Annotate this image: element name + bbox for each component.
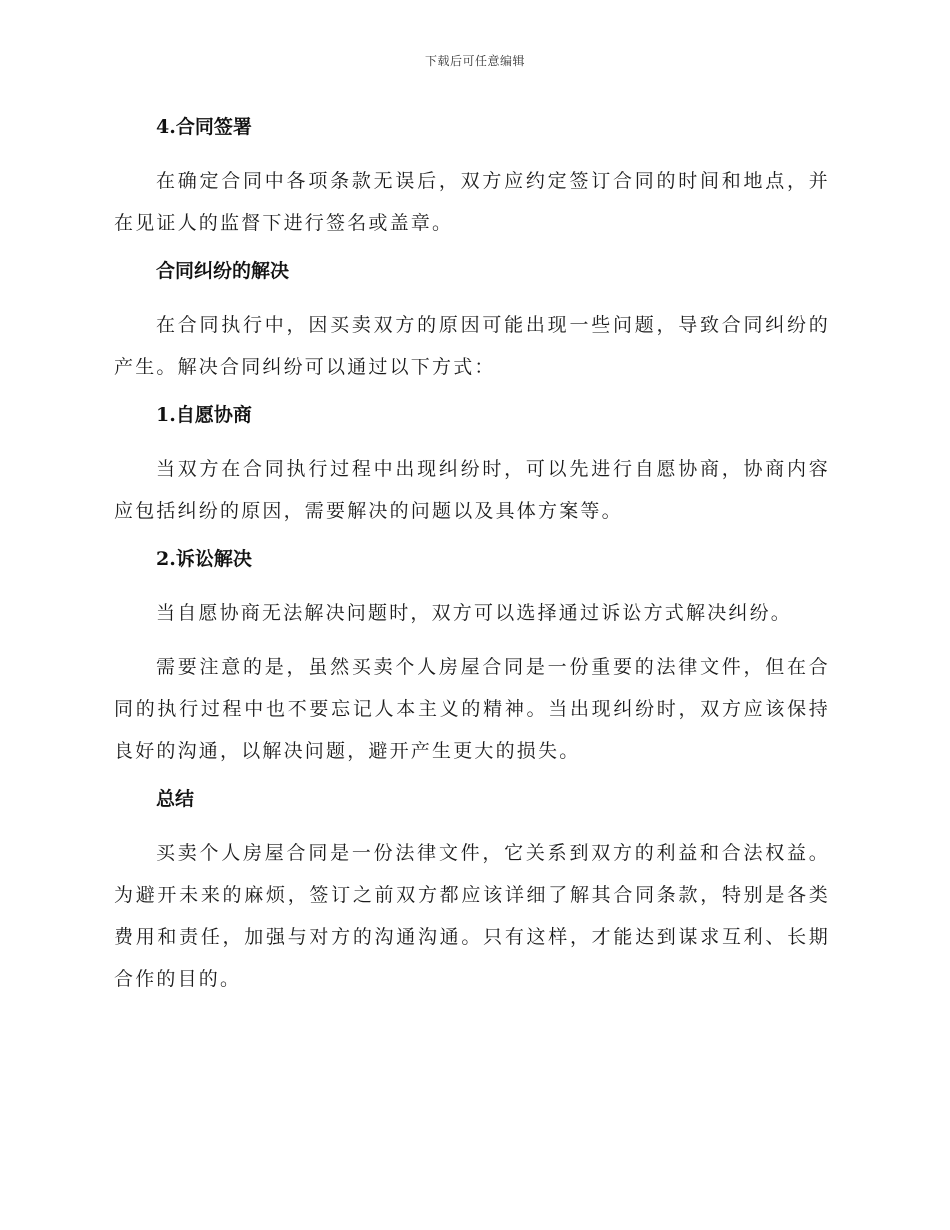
paragraph-voluntary-negotiation: 当双方在合同执行过程中出现纠纷时，可以先进行自愿协商，协商内容应包括纠纷的原因，需要解决的问题以及具体方案等。 — [114, 458, 830, 522]
paragraph-litigation: 当自愿协商无法解决问题时，双方可以选择通过诉讼方式解决纠纷。 — [156, 602, 793, 624]
section-heading-dispute-resolution: 合同纠纷的解决 — [156, 260, 290, 282]
section-heading-contract-signing: 4.合同签署 — [156, 116, 252, 138]
section-heading-summary: 总结 — [156, 788, 195, 810]
paragraph-contract-signing: 在确定合同中各项条款无误后，双方应约定签订合同的时间和地点，并在见证人的监督下进行签名或盖章。 — [114, 170, 830, 234]
section-heading-litigation: 2.诉讼解决 — [156, 548, 252, 570]
paragraph-humanism-note: 需要注意的是，虽然买卖个人房屋合同是一份重要的法律文件，但在合同的执行过程中也不要忘记人本主义的精神。当出现纠纷时，双方应该保持良好的沟通，以解决问题，避开产生更大的损失。 — [114, 656, 830, 762]
page-header-note: 下载后可任意编辑 — [424, 54, 525, 68]
section-heading-voluntary-negotiation: 1.自愿协商 — [156, 404, 252, 426]
document-body — [114, 112, 830, 1012]
paragraph-dispute-intro: 在合同执行中，因买卖双方的原因可能出现一些问题，导致合同纠纷的产生。解决合同纠纷可以通过以下方式： — [114, 314, 830, 378]
paragraph-summary: 买卖个人房屋合同是一份法律文件，它关系到双方的利益和合法权益。为避开未来的麻烦，签订之前双方都应该详细了解其合同条款，特别是各类费用和责任，加强与对方的沟通沟通。只有这样，才能达到谋求互利、长期合作的目的。 — [114, 842, 830, 990]
